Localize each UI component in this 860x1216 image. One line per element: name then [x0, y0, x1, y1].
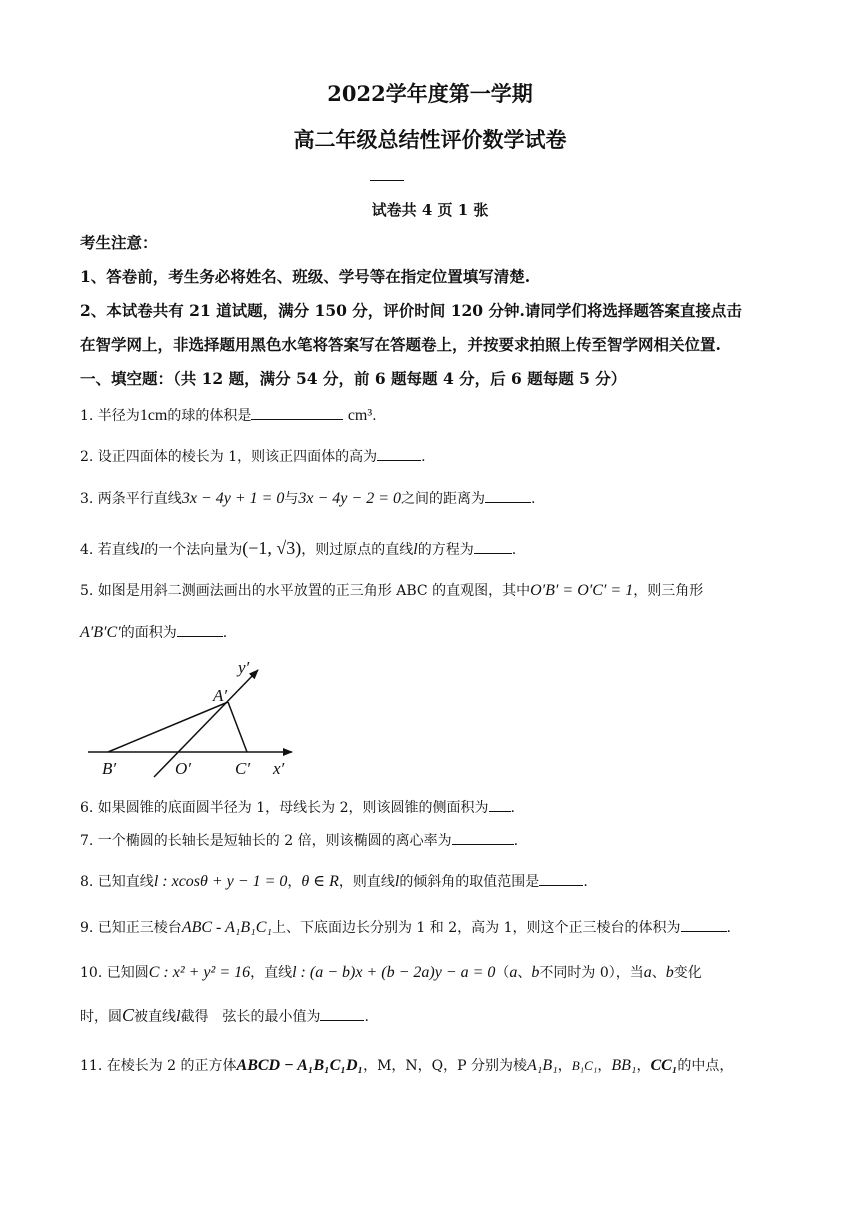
question-10-line-1: 10. 已知圆C : x² + y² = 16，直线l : (a − b)x + (b − 2a)y − a = 0（a、b不同时为 0），当a、b变化 — [80, 964, 702, 981]
answer-blank[interactable] — [251, 405, 343, 420]
answer-blank[interactable] — [320, 1006, 364, 1021]
label-b-prime: B′ — [102, 759, 117, 778]
question-4: 4. 若直线l的一个法向量为(−1, √3)，则过原点的直线l的方程为 . — [80, 538, 517, 558]
question-3: 3. 两条平行直线3x − 4y + 1 = 0与3x − 4y − 2 = 0之间的距离为 . — [80, 490, 536, 507]
label-c-prime: C′ — [235, 759, 251, 778]
question-6: 6. 如果圆锥的底面圆半径为 1，母线长为 2，则该圆锥的侧面积为 . — [80, 797, 515, 817]
answer-blank[interactable] — [177, 622, 223, 637]
label-y-prime: y′ — [238, 658, 250, 677]
question-2: 2. 设正四面体的棱长为 1，则该正四面体的高为 . — [80, 446, 426, 466]
answer-blank[interactable] — [377, 446, 421, 461]
section-1-heading: 一、填空题：（共 12 题，满分 54 分，前 6 题每题 4 分，后 6 题每题 5 分） — [80, 369, 627, 388]
title-rule — [370, 180, 404, 181]
notice-item-2-line-1: 2、本试卷共有 21 道试题，满分 150 分，评价时间 120 分钟.请同学们将选择题答案直接点击 — [80, 301, 742, 320]
answer-blank[interactable] — [485, 488, 531, 503]
exam-title-line1: 2022学年度第一学期 — [327, 81, 533, 106]
exam-title-line2: 高二年级总结性评价数学试卷 — [293, 127, 567, 152]
pages-info: 试卷共 4 页 1 张 — [371, 201, 489, 219]
question-8: 8. 已知直线l : xcosθ + y − 1 = 0，θ ∈ R，则直线l的倾斜角的取值范围是 . — [80, 873, 588, 890]
answer-blank[interactable] — [681, 917, 727, 932]
question-7: 7. 一个椭圆的长轴长是短轴长的 2 倍，则该椭圆的离心率为 . — [80, 830, 518, 850]
edge-b-a — [108, 702, 228, 752]
notice-item-2-line-2: 在智学网上，非选择题用黑色水笔将答案写在答题卷上，并按要求拍照上传至智学网相关位置. — [80, 335, 721, 354]
question-10-line-2: 时，圆C被直线l截得 弦长的最小值为 . — [80, 1005, 369, 1025]
question-11: 11. 在棱长为 2 的正方体ABCD − A₁B₁C₁D₁，M，N，Q，P 分别为棱A₁B₁，B₁C₁，BB₁，CC₁的中点， — [80, 1057, 734, 1074]
oblique-triangle-figure — [80, 655, 310, 785]
notice-item-1: 1、答卷前，考生务必将姓名、班级、学号等在指定位置填写清楚. — [80, 267, 531, 286]
answer-blank[interactable] — [489, 797, 511, 812]
question-5-line-2: A′B′C′的面积为 . — [80, 624, 228, 641]
answer-blank[interactable] — [539, 871, 583, 886]
question-9: 9. 已知正三棱台ABC - A₁B₁C₁上、下底面边长分别为 1 和 2，高为 1，则这个正三棱台的体积为 . — [80, 919, 731, 936]
label-o-prime: O′ — [175, 759, 191, 778]
notice-heading: 考生注意： — [80, 233, 158, 252]
label-a-prime: A′ — [213, 686, 228, 705]
edge-a-c — [228, 702, 247, 752]
question-5-line-1: 5. 如图是用斜二测画法画出的水平放置的正三角形 ABC 的直观图，其中O′B′ = O′C′ = 1，则三角形 — [80, 582, 704, 599]
answer-blank[interactable] — [474, 539, 512, 554]
question-1: 1. 半径为1cm的球的体积是 cm³. — [80, 407, 377, 424]
label-x-prime: x′ — [273, 759, 285, 778]
answer-blank[interactable] — [452, 830, 514, 845]
